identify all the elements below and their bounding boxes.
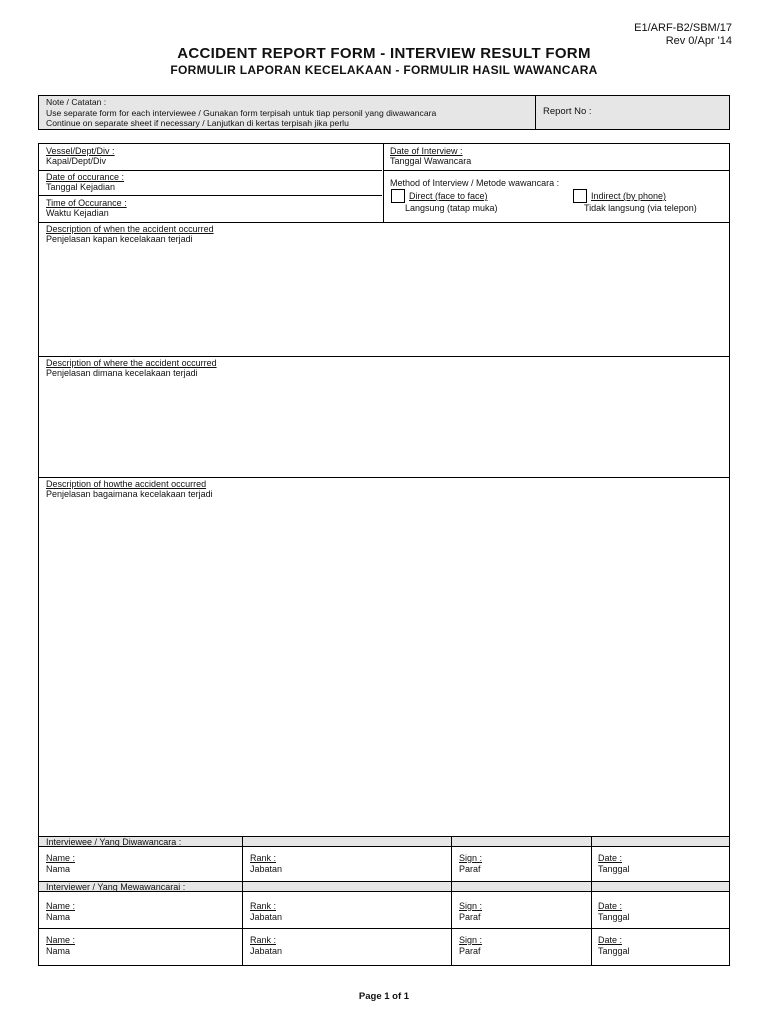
sign-sublabel: Paraf <box>459 864 481 874</box>
name-label: Name : <box>46 901 76 911</box>
direct-option <box>409 191 488 201</box>
date-label: Date : <box>598 901 623 911</box>
method-of-interview-label: Method of Interview / Metode wawancara : <box>390 178 560 188</box>
interviewee-name-field[interactable] <box>46 853 75 875</box>
rank-sublabel: Jabatan <box>250 912 283 922</box>
note-line-2: Continue on separate sheet if necessary / Lanjutkan di kertas terpisah jika perlu <box>46 118 349 129</box>
where-description-section[interactable] <box>46 358 217 378</box>
divider <box>383 170 729 171</box>
name-sublabel: Nama <box>46 864 71 874</box>
how-description-section[interactable] <box>46 479 213 499</box>
rank-sublabel: Jabatan <box>250 946 283 956</box>
time-of-occurance-label: Time of Occurance : <box>46 198 127 208</box>
sign-sublabel: Paraf <box>459 912 481 922</box>
indirect-checkbox[interactable] <box>573 189 587 203</box>
where-description-label: Description of where the accident occurred <box>46 358 217 368</box>
direct-option-label: Direct (face to face) <box>409 191 488 201</box>
name-sublabel: Nama <box>46 946 71 956</box>
note-section <box>39 96 536 129</box>
rank-label: Rank : <box>250 853 277 863</box>
date-of-occurance-label: Date of occurance : <box>46 172 125 182</box>
note-box <box>38 95 730 130</box>
report-no-field[interactable]: Report No : <box>543 106 592 117</box>
document-revision: Rev 0/Apr '14 <box>665 35 732 47</box>
indirect-option <box>591 191 666 201</box>
interviewee-heading: Interviewee / Yang Diwawancara : <box>39 837 729 847</box>
divider <box>451 837 452 965</box>
divider <box>39 195 382 196</box>
form-subtitle: FORMULIR LAPORAN KECELAKAAN - FORMULIR HASIL WAWANCARA <box>170 63 598 77</box>
divider <box>39 356 729 357</box>
divider <box>591 837 592 965</box>
date-label: Date : <box>598 853 623 863</box>
interviewer-1-date-field[interactable] <box>598 901 630 923</box>
how-description-label: Description of howthe accident occurred <box>46 479 207 489</box>
interviewer-1-sign-field[interactable] <box>459 901 482 923</box>
date-of-interview-field[interactable] <box>390 146 471 166</box>
divider <box>39 928 729 929</box>
interviewee-date-field[interactable] <box>598 853 630 875</box>
vessel-label: Vessel/Dept/Div : <box>46 146 115 156</box>
direct-checkbox[interactable] <box>391 189 405 203</box>
date-of-occurance-sublabel: Tanggal Kejadian <box>46 182 116 192</box>
indirect-option-sublabel: Tidak langsung (via telepon) <box>584 203 697 213</box>
date-of-interview-sublabel: Tanggal Wawancara <box>390 156 472 166</box>
vessel-field[interactable] <box>46 146 115 166</box>
date-label: Date : <box>598 935 623 945</box>
divider <box>242 837 243 965</box>
date-of-occurance-field[interactable] <box>46 172 124 192</box>
form-title: ACCIDENT REPORT FORM - INTERVIEW RESULT FORM <box>177 45 591 62</box>
document-code: E1/ARF-B2/SBM/17 <box>634 22 732 34</box>
vessel-sublabel: Kapal/Dept/Div <box>46 156 107 166</box>
interviewer-2-date-field[interactable] <box>598 935 630 957</box>
sign-label: Sign : <box>459 935 483 945</box>
name-label: Name : <box>46 853 76 863</box>
form-body <box>38 143 730 966</box>
when-description-section[interactable] <box>46 224 214 244</box>
date-of-interview-label: Date of Interview : <box>390 146 463 156</box>
rank-sublabel: Jabatan <box>250 864 283 874</box>
when-description-sublabel: Penjelasan kapan kecelakaan terjadi <box>46 234 193 244</box>
divider <box>39 170 382 171</box>
interviewer-2-name-field[interactable] <box>46 935 75 957</box>
interviewer-heading: Interviewer / Yang Mewawancarai : <box>39 882 729 892</box>
date-sublabel: Tanggal <box>598 864 630 874</box>
interviewer-1-rank-field[interactable] <box>250 901 282 923</box>
name-sublabel: Nama <box>46 912 71 922</box>
divider <box>39 222 729 223</box>
rank-label: Rank : <box>250 935 277 945</box>
name-label: Name : <box>46 935 76 945</box>
interviewer-2-sign-field[interactable] <box>459 935 482 957</box>
time-of-occurance-field[interactable] <box>46 198 127 218</box>
direct-option-sublabel: Langsung (tatap muka) <box>405 203 498 213</box>
sign-label: Sign : <box>459 901 483 911</box>
sign-sublabel: Paraf <box>459 946 481 956</box>
divider <box>39 477 729 478</box>
how-description-sublabel: Penjelasan bagaimana kecelakaan terjadi <box>46 489 213 499</box>
interviewee-sign-field[interactable] <box>459 853 482 875</box>
interviewer-1-name-field[interactable] <box>46 901 75 923</box>
divider <box>383 144 384 222</box>
interviewee-rank-field[interactable] <box>250 853 282 875</box>
page-number: Page 1 of 1 <box>358 991 410 1002</box>
time-of-occurance-sublabel: Waktu Kejadian <box>46 208 109 218</box>
indirect-option-label: Indirect (by phone) <box>591 191 667 201</box>
rank-label: Rank : <box>250 901 277 911</box>
where-description-sublabel: Penjelasan dimana kecelakaan terjadi <box>46 368 198 378</box>
interviewer-2-rank-field[interactable] <box>250 935 282 957</box>
date-sublabel: Tanggal <box>598 946 630 956</box>
sign-label: Sign : <box>459 853 483 863</box>
date-sublabel: Tanggal <box>598 912 630 922</box>
note-heading: Note / Catatan : <box>46 97 107 107</box>
note-line-1: Use separate form for each interviewee / Gunakan form terpisah untuk tiap personil yang diwawancara <box>46 107 437 118</box>
when-description-label: Description of when the accident occurred <box>46 224 214 234</box>
